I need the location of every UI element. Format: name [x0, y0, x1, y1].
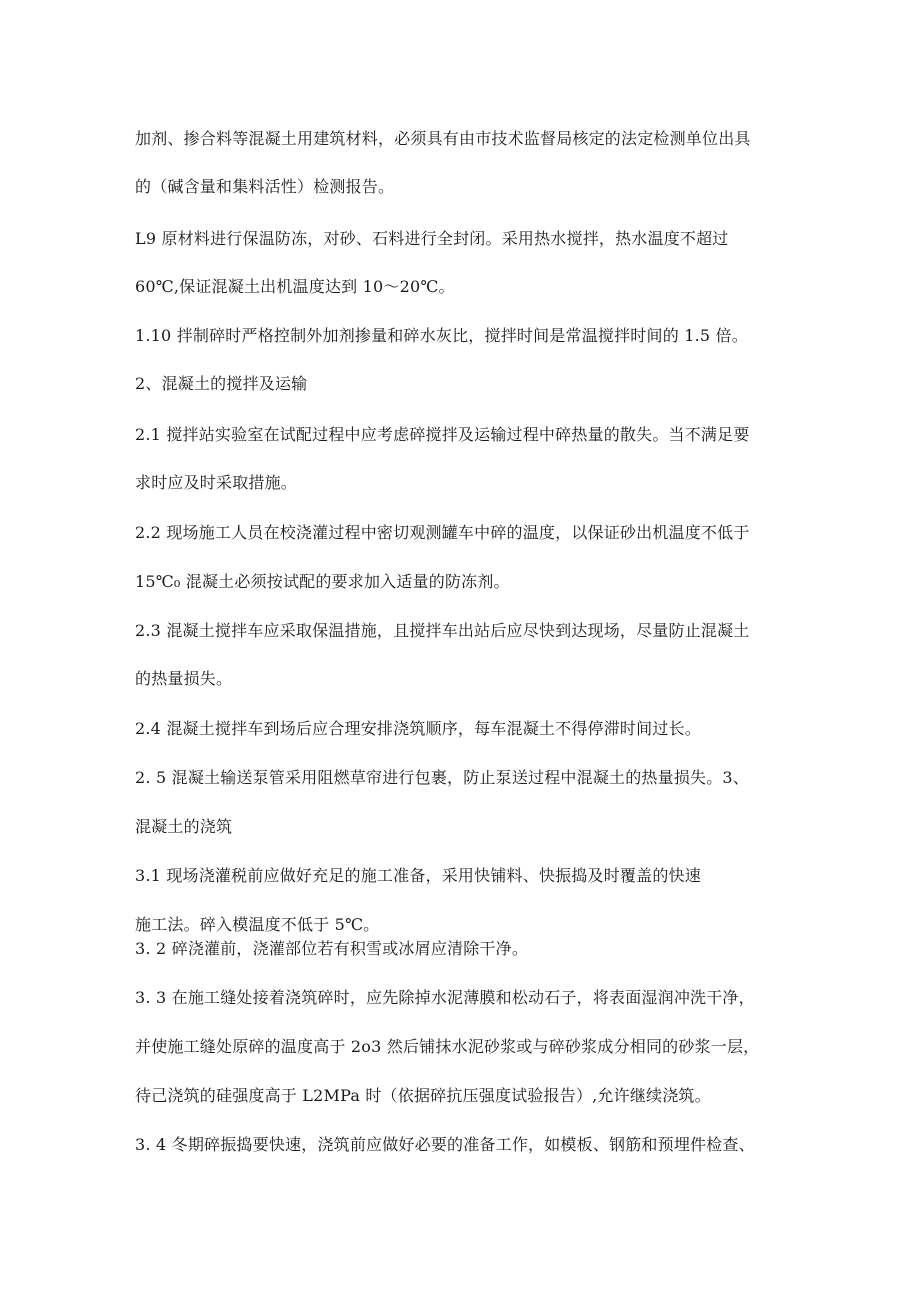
text-line: 的（碱含量和集料活性）检测报告。: [135, 177, 395, 196]
text-line: 2. 5 混凝土输送泵管采用阻燃草帘进行包裹，防止泵送过程中混凝土的热量损失。3、: [135, 768, 749, 787]
section-heading: 混凝土的浇筑: [135, 817, 233, 836]
text-line: 2.1 搅拌站实验室在试配过程中应考虑碎搅拌及运输过程中碎热量的散失。当不满足要: [135, 425, 750, 444]
text-line: 的热量损失。: [135, 669, 233, 688]
text-line: 3. 2 碎浇灌前，浇灌部位若有积雪或冰屑应清除干净。: [135, 939, 529, 958]
text-line: 3. 3 在施工缝处接着浇筑碎时，应先除掉水泥薄膜和松动石子，将表面湿润冲洗干净，: [135, 988, 755, 1007]
text-line: 求时应及时采取措施。: [135, 473, 298, 492]
text-line: 2.3 混凝土搅拌车应采取保温措施，且搅拌车出站后应尽快到达现场，尽量防止混凝土: [135, 621, 750, 640]
text-line: 并使施工缝处原碎的温度高于 2o3 然后铺抹水泥砂浆或与碎砂浆成分相同的砂浆一层，: [135, 1037, 760, 1056]
text-line: 2.2 现场施工人员在校浇灌过程中密切观测罐车中碎的温度，以保证砂出机温度不低于: [135, 523, 750, 542]
section-heading: 2、混凝土的搅拌及运输: [135, 374, 308, 393]
text-line: L9 原材料进行保温防冻，对砂、石料进行全封闭。采用热水搅拌，热水温度不超过: [135, 229, 729, 248]
text-line: 60℃,保证混凝土出机温度达到 10～20℃。: [135, 277, 455, 296]
text-line: 3. 4 冬期碎振捣要快速，浇筑前应做好必要的准备工作，如模板、钢筋和预埋件检查、: [135, 1135, 755, 1154]
text-line: 待己浇筑的硅强度高于 L2MPa 时（依据碎抗压强度试验报告）,允许继续浇筑。: [135, 1086, 711, 1105]
text-line: 3.1 现场浇灌税前应做好充足的施工准备，采用快铺料、快振捣及时覆盖的快速: [135, 866, 701, 885]
text-line: 加剂、掺合料等混凝土用建筑材料，必须具有由市技术监督局核定的法定检测单位出具: [135, 129, 751, 148]
text-line: 施工法。碎入模温度不低于 5℃。: [135, 915, 380, 934]
text-line: 2.4 混凝土搅拌车到场后应合理安排浇筑顺序，每车混凝土不得停滞时间过长。: [135, 719, 701, 738]
text-line: 15℃₀ 混凝土必须按试配的要求加入适量的防冻剂。: [135, 572, 510, 591]
text-line: 1.10 拌制碎时严格控制外加剂掺量和碎水灰比，搅拌时间是常温搅拌时间的 1.5 倍。: [135, 326, 748, 345]
